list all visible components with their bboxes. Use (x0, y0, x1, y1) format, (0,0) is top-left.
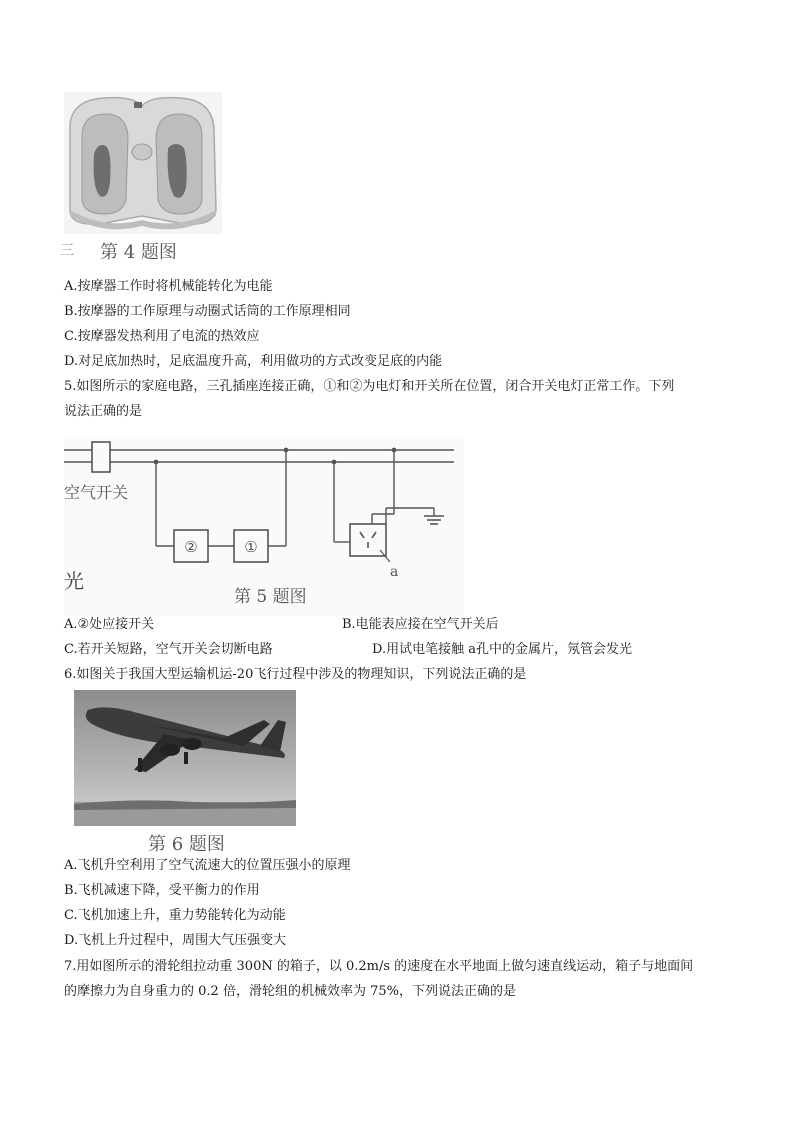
q4-option-a: A.按摩器工作时将机械能转化为电能 (64, 279, 273, 294)
figure-4-edge-mark: 三 (60, 243, 74, 259)
q6-option-d: D.飞机上升过程中，周围大气压强变大 (64, 933, 287, 948)
aircraft-image (74, 690, 296, 826)
q5-option-c: C.若开关短路，空气开关会切断电路 (64, 642, 273, 657)
q6-option-c: C.飞机加速上升，重力势能转化为动能 (64, 908, 286, 923)
q6-stem: 6.如图关于我国大型运输机运-20飞行过程中涉及的物理知识，下列说法正确的是 (64, 667, 527, 682)
q6-option-b: B.飞机减速下降，受平衡力的作用 (64, 883, 260, 898)
massager-image (64, 92, 222, 234)
figure-6-caption: 第 6 题图 (148, 834, 225, 855)
air-switch-box (92, 442, 110, 472)
q4-option-b: B.按摩器的工作原理与动圈式话筒的工作原理相同 (64, 304, 351, 319)
q4-option-c: C.按摩器发热利用了电流的热效应 (64, 329, 260, 344)
figure-5-caption: 第 5 题图 (234, 587, 307, 607)
q4-option-d: D.对足底加热时，足底温度升高，利用做功的方式改变足底的内能 (64, 354, 443, 369)
socket-hole-a-label: a (390, 564, 399, 580)
q5-stem-line-2: 说法正确的是 (64, 404, 143, 419)
q6-option-a: A.飞机升空利用了空气流速大的位置压强小的原理 (64, 858, 351, 873)
q7-stem-line-1: 7.用如图所示的滑轮组拉动重 300N 的箱子，以 0.2m/s 的速度在水平地面上做匀速直线运动，箱子与地面间 (64, 959, 694, 974)
q5-option-d: D.用试电笔接触 a孔中的金属片，氖管会发光 (372, 642, 632, 657)
figure-5-edge-char: 光 (64, 569, 84, 593)
position-2-label: ② (184, 538, 198, 556)
figure-4-massager-photo (64, 92, 222, 234)
figure-4-caption: 第 4 题图 (100, 242, 177, 263)
q5-option-a: A.②处应接开关 (64, 617, 155, 632)
air-switch-label: 空气开关 (64, 483, 129, 502)
q5-stem-line-1: 5.如图所示的家庭电路，三孔插座连接正确，①和②为电灯和开关所在位置，闭合开关电灯正常工作。下列 (64, 379, 675, 394)
figure-5-circuit-diagram (64, 436, 464, 616)
q7-stem-line-2: 的摩擦力为自身重力的 0.2 倍，滑轮组的机械效率为 75%，下列说法正确的是 (64, 984, 516, 999)
figure-6-aircraft-photo (74, 690, 296, 826)
position-1-label: ① (244, 538, 258, 556)
q5-option-b: B.电能表应接在空气开关后 (342, 617, 499, 632)
